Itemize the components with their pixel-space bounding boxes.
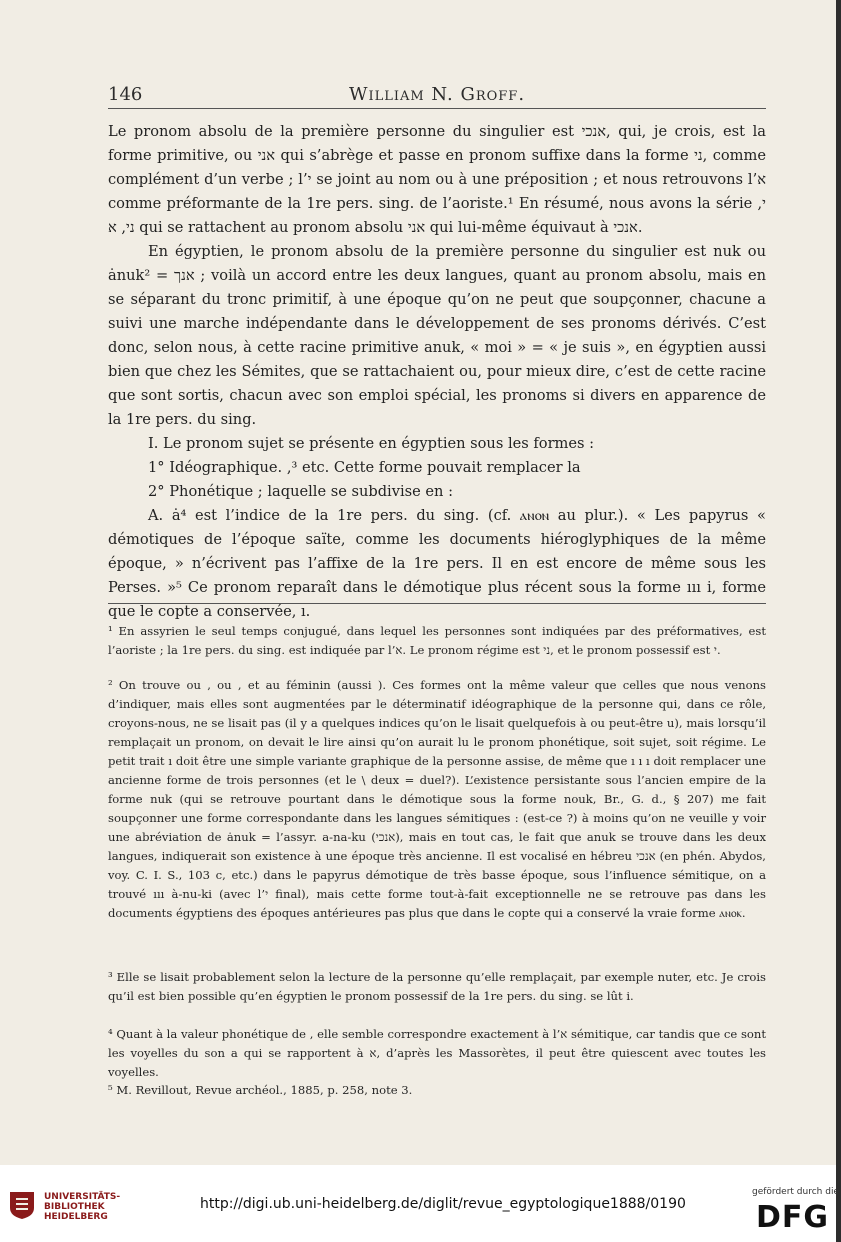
- footnote-1: [108, 622, 766, 660]
- footnote-5-text: ⁵ M. Revillout, Revue archéol., 1885, p. 258, note 3.: [108, 1083, 413, 1097]
- institution-line-2: BIBLIOTHEK: [44, 1202, 105, 1212]
- paragraph-4: 1° Idéographique. ,³ etc. Cette forme pouvait remplacer la: [148, 459, 581, 476]
- page-header: [108, 84, 766, 108]
- paragraph-1: Le pronom absolu de la première personne du singulier est אנכי, qui, je crois, est la forme primitive, ou אני qui s’abrège et passe en pronom suffixe dans la forme ני, comme complément d’un verbe ; l’י se joint au nom ou à une préposition ; et nous retrouvons l’א comme préformante de la 1re pers. sing. de l’aoriste.¹ En résumé, nous avons la série י, ני, א qui se rattachent au pronom absolu אני qui lui-même équivaut à אנכי.: [108, 123, 766, 236]
- funded-by-label: gefördert durch die: [752, 1187, 839, 1197]
- header-rule: [108, 108, 766, 109]
- footnote-2-text: ² On trouve ou , ou , et au féminin (aussi ). Ces formes ont la même valeur que celles que nous venons d’indiquer, mais elles sont augmentées par le déterminatif idéographique de la personne qui, dans ce rôle, croyons-nous, ne se lisait pas (il y a quelques indices qu’on le lisait quelquefois à ou peut-être u), mais lorsqu’il remplaçait un pronom, on devait le lire ainsi qu’on aurait lu le pronom phonétique, soit sujet, soit régime. Le petit trait ı doit être une simple variante graphique de la personne assise, de même que ı ı ı doit remplacer une ancienne forme de trois personnes (et le \ deux = duel?). L’existence persistante sous l’ancien empire de la forme nuk (qui se retrouve pourtant dans le démotique sous la forme nouk, Br., G. d., § 207) me fait soupçonner une forme correspondante dans les langues sémitiques : (est-ce ?) à moins qu’on ne veuille y voir une abréviation de ȧnuk = l’assyr. a-na-ku (אנכי), mais en tout cas, le fait que anuk se trouve dans les deux langues, indiquerait son existence à une époque très ancienne. Il est vocalisé en hébreu אנכי (en phén. Abydos, voy. C. I. S., 103 c, etc.) dans le papyrus démotique de très basse époque, sous l’influence sémitique, on a trouvé ııı à-nu-ki (avec l’י final), mais cette forme tout-à-fait exceptionnelle ne se retrouve pas dans les documents égyptiens des époques antérieures pas plus que dans le copte qui a conservé la vraie forme ⲁⲛⲟⲕ.: [108, 678, 766, 920]
- page-number: 146: [108, 84, 143, 105]
- institution-name: [44, 1192, 124, 1222]
- main-text: [108, 120, 766, 624]
- dfg-logo[interactable]: DFG: [756, 1200, 830, 1235]
- paragraph-5: 2° Phonétique ; laquelle se subdivise en :: [148, 483, 453, 500]
- permalink-url[interactable]: http://digi.ub.uni-heidelberg.de/diglit/revue_egyptologique1888/0190: [200, 1196, 686, 1212]
- paragraph-6: A. ȧ⁴ est l’indice de la 1re pers. du sing. (cf. ⲁⲛⲟⲛ au plur.). « Les papyrus « démotiques de l’époque saïte, comme les documents hiéroglyphiques de la même époque, » n’écrivent pas l’affixe de la 1re pers. Il en est encore de même sous les Perses. »⁵ Ce pronom reparaît dans le démotique plus récent sous la forme ııı i, forme que le copte a conservée, ı.: [108, 507, 766, 620]
- running-title: William N. Groff.: [348, 84, 526, 105]
- university-seal-icon[interactable]: [8, 1190, 36, 1220]
- institution-line-3: HEIDELBERG: [44, 1212, 108, 1222]
- footnote-3: [108, 968, 766, 1006]
- footnote-4-text: ⁴ Quant à la valeur phonétique de , elle semble correspondre exactement à l’א sémitique, car tandis que ce sont les voyelles du son a qui se rapportent à א, d’après les Massorètes, il peut être quiescent avec toutes les voyelles.: [108, 1027, 766, 1079]
- footnote-1-text: ¹ En assyrien le seul temps conjugué, dans lequel les personnes sont indiquées par des préformatives, est l’aoriste ; la 1re pers. du sing. est indiquée par l’א. Le pronom régime est ני, et le pronom possessif est י.: [108, 624, 766, 657]
- footnote-3-text: ³ Elle se lisait probablement selon la lecture de la personne qu’elle remplaçait, par exemple nuter, etc. Je crois qu’il est bien possible qu’en égyptien le pronom possessif de la 1re pers. du sing. se lût i.: [108, 970, 766, 1003]
- page-edge-shadow: [836, 0, 841, 1242]
- paragraph-3: I. Le pronom sujet se présente en égyptien sous les formes :: [148, 435, 595, 452]
- footnote-5: [108, 1081, 766, 1100]
- footnote-rule: [108, 603, 766, 604]
- footnote-2: [108, 676, 766, 923]
- paragraph-2: En égyptien, le pronom absolu de la première personne du singulier est nuk ou ȧnuk² = אנך ; voilà un accord entre les deux langues, quant au pronom absolu, mais en se séparant du tronc primitif, à une époque qu’on ne peut que soupçonner, chacune a suivi une marche indépendante dans le développement de ses pronoms dérivés. C’est donc, selon nous, à cette racine primitive anuk, « moi » = « je suis », en égyptien aussi bien que chez les Sémites, que se rattachaient ou, pour mieux dire, c’est de cette racine que sont sortis, chacun avec son emploi spécial, les pronoms si divers en apparence de la 1re pers. du sing.: [108, 243, 766, 428]
- institution-line-1: UNIVERSITÄTS-: [44, 1192, 121, 1202]
- footnote-4: [108, 1025, 766, 1082]
